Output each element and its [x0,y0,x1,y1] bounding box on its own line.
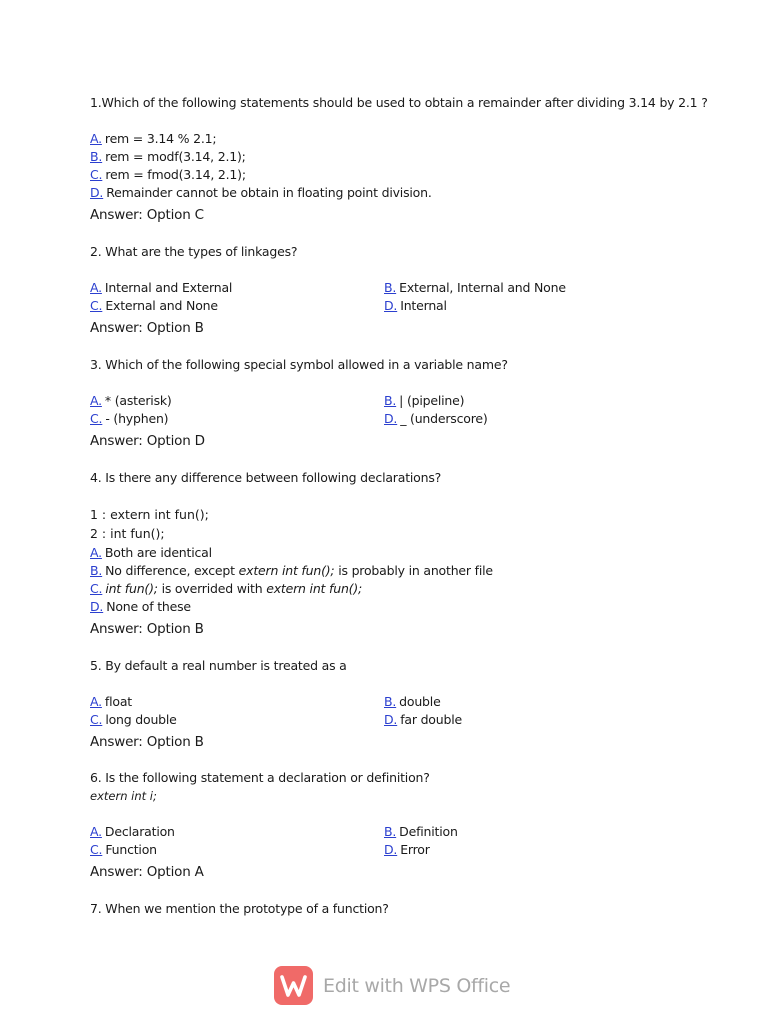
q6-option-c-text: Function [105,842,157,857]
q5-option-a-text: float [104,694,132,709]
wps-edit-link[interactable]: Edit with WPS Office [323,975,511,997]
q3-option-b-text: | (pipeline) [399,393,465,408]
q4-option-c-text-italic: int fun(); [105,581,158,596]
q4-option-d-text: None of these [106,599,191,614]
q2-answer: Answer: Option B [90,320,204,336]
q3-option-a-text: * (asterisk) [104,393,172,408]
q5-option-b-link[interactable]: B. [384,694,397,709]
q4-option-b-text-italic: extern int fun(); [238,563,335,578]
q1-option-d-link[interactable]: D. [90,185,104,200]
q4-code-line-2: 2 : int fun(); [90,526,165,541]
q1-option-a-link[interactable]: A. [90,131,102,146]
q5-option-a [90,694,132,709]
q3-answer: Answer: Option D [90,433,205,449]
q4-option-c-text-post: is overrided with [157,581,267,596]
q2-option-d-link[interactable]: D. [384,298,398,313]
q1-option-d-text: Remainder cannot be obtain in floating point division. [106,185,432,200]
q5-option-d [384,712,462,727]
question-6: 6. Is the following statement a declaration or definition? [90,770,430,785]
q2-option-a [90,280,232,295]
q6-option-c [90,842,157,857]
q4-option-d [90,599,191,614]
q3-option-b-link[interactable]: B. [384,393,397,408]
q4-option-b [90,563,493,578]
q6-option-d [384,842,430,857]
q6-option-b-text: Definition [399,824,458,839]
q3-option-d-text: _ (underscore) [400,411,488,426]
q4-option-d-link[interactable]: D. [90,599,104,614]
q5-option-c-text: long double [105,712,177,727]
q2-option-d-text: Internal [400,298,447,313]
q1-option-d [90,185,432,200]
q1-option-a [90,131,216,146]
q6-option-b [384,824,458,839]
q6-option-a-link[interactable]: A. [90,824,102,839]
q2-option-c [90,298,218,313]
q4-option-c-link[interactable]: C. [90,581,103,596]
question-1: 1.Which of the following statements should be used to obtain a remainder after dividing 3.14 by 2.1 ? [90,95,708,110]
q3-option-c [90,411,168,426]
q3-option-d [384,411,488,426]
q3-option-a [90,393,172,408]
question-3: 3. Which of the following special symbol allowed in a variable name? [90,357,508,372]
q4-answer: Answer: Option B [90,621,204,637]
q4-option-b-text-post: is probably in another file [334,563,493,578]
q5-option-d-link[interactable]: D. [384,712,398,727]
q2-option-d [384,298,447,313]
q2-option-a-text: Internal and External [104,280,233,295]
q6-option-a-text: Declaration [104,824,175,839]
q6-option-d-text: Error [400,842,430,857]
q6-option-b-link[interactable]: B. [384,824,397,839]
q4-option-a-link[interactable]: A. [90,545,102,560]
q1-option-b [90,149,246,164]
q1-option-c-link[interactable]: C. [90,167,103,182]
q5-option-d-text: far double [400,712,462,727]
q5-option-c [90,712,177,727]
q3-option-b [384,393,464,408]
q4-code-line-1: 1 : extern int fun(); [90,507,209,522]
q2-option-b-link[interactable]: B. [384,280,397,295]
q1-answer: Answer: Option C [90,207,204,223]
q5-option-a-link[interactable]: A. [90,694,102,709]
q1-option-c [90,167,246,182]
q5-answer: Answer: Option B [90,734,204,750]
q1-option-c-text: rem = fmod(3.14, 2.1); [105,167,246,182]
question-7: 7. When we mention the prototype of a function? [90,901,389,916]
q5-option-c-link[interactable]: C. [90,712,103,727]
q5-option-b [384,694,441,709]
q2-option-c-text: External and None [105,298,218,313]
question-4: 4. Is there any difference between following declarations? [90,470,442,485]
q5-option-b-text: double [399,694,441,709]
q6-code: extern int i; [90,789,157,803]
q4-option-b-text-pre: No difference, except [105,563,239,578]
question-2: 2. What are the types of linkages? [90,244,298,259]
q2-option-b [384,280,566,295]
q6-option-c-link[interactable]: C. [90,842,103,857]
q1-option-a-text: rem = 3.14 % 2.1; [104,131,217,146]
q4-option-a [90,545,212,560]
q4-option-c [90,581,362,596]
wps-office-logo-icon [274,966,313,1005]
q3-option-c-text: - (hyphen) [105,411,169,426]
q4-option-b-link[interactable]: B. [90,563,103,578]
q3-option-d-link[interactable]: D. [384,411,398,426]
question-5: 5. By default a real number is treated as a [90,658,347,673]
q6-option-a [90,824,175,839]
q1-option-b-link[interactable]: B. [90,149,103,164]
q3-option-a-link[interactable]: A. [90,393,102,408]
q6-option-d-link[interactable]: D. [384,842,398,857]
q4-option-c-text-italic-2: extern int fun(); [266,581,363,596]
q2-option-b-text: External, Internal and None [399,280,566,295]
q2-option-a-link[interactable]: A. [90,280,102,295]
q4-option-a-text: Both are identical [104,545,212,560]
q1-option-b-text: rem = modf(3.14, 2.1); [105,149,246,164]
q3-option-c-link[interactable]: C. [90,411,103,426]
q2-option-c-link[interactable]: C. [90,298,103,313]
q6-answer: Answer: Option A [90,864,204,880]
